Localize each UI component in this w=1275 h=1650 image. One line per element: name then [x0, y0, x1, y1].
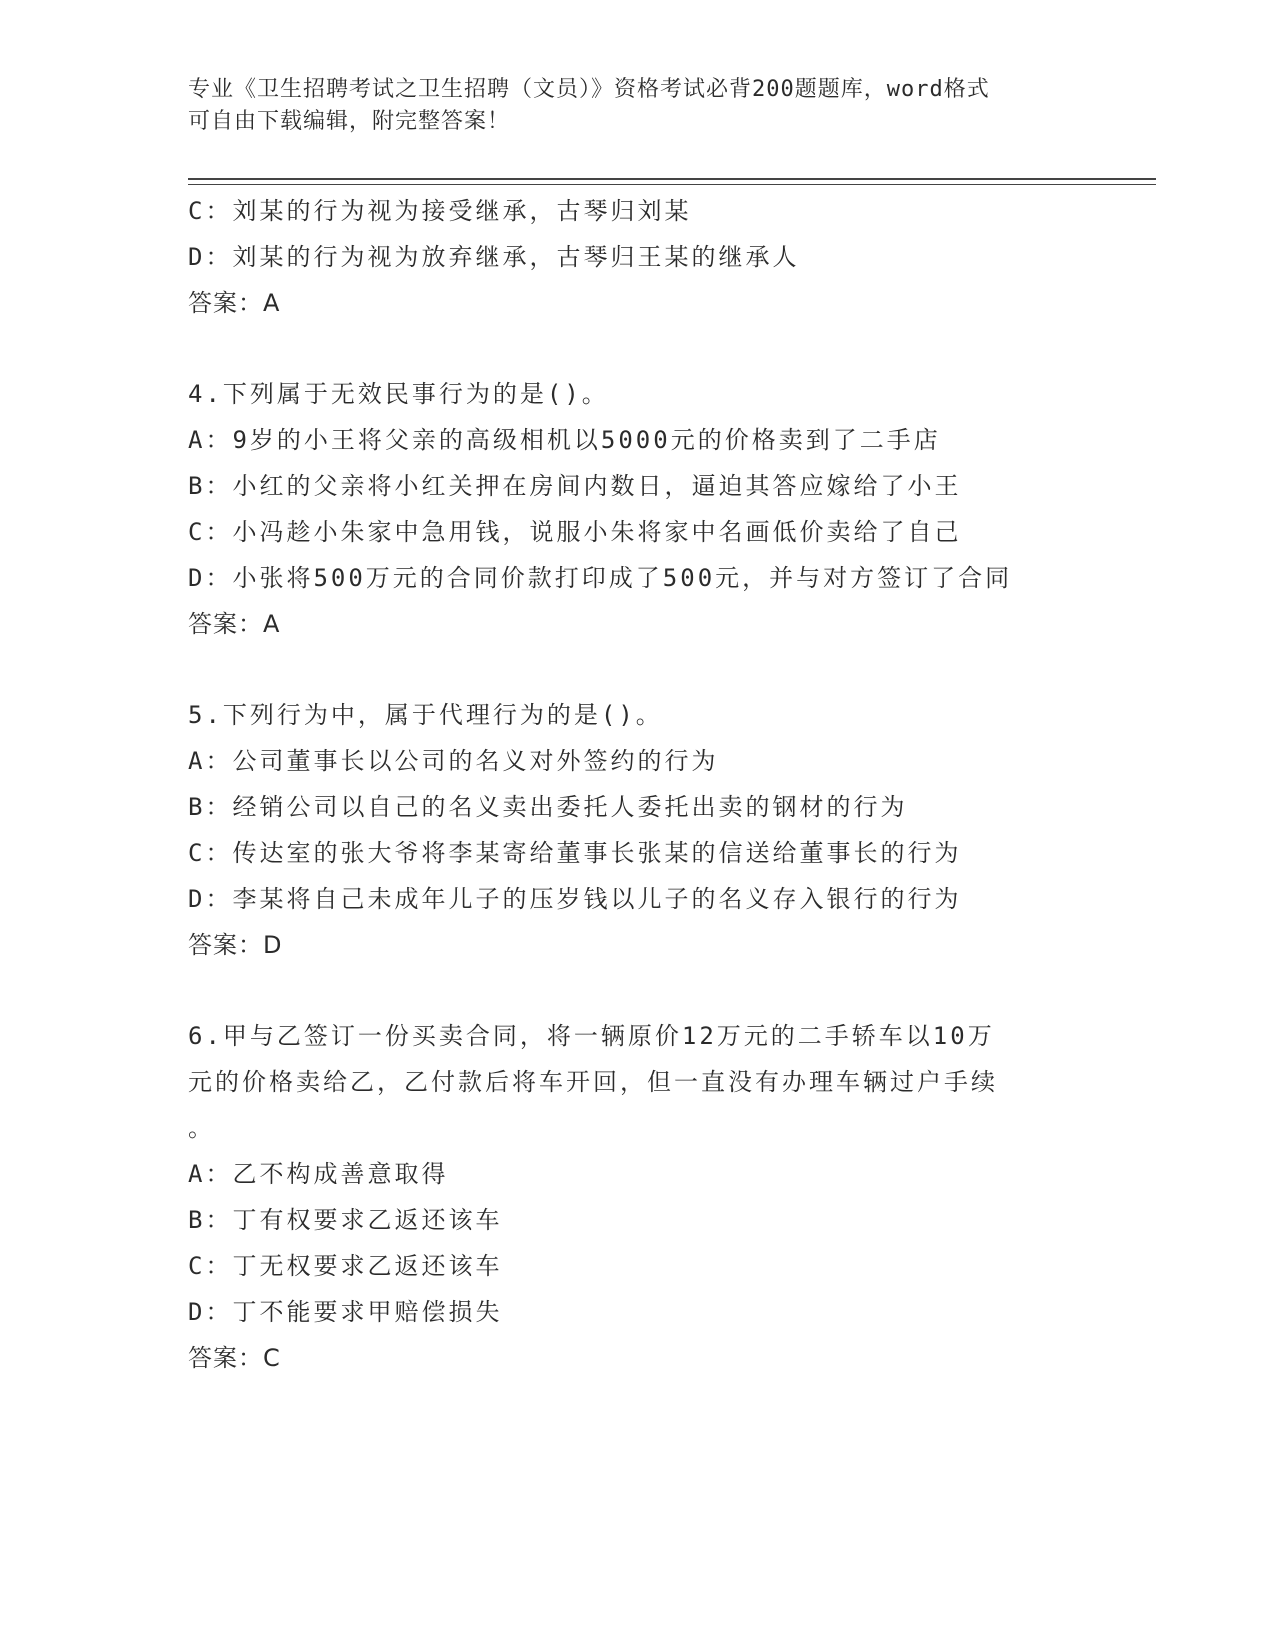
header-rule-thin [188, 184, 1156, 185]
header-line-1: 专业《卫生招聘考试之卫生招聘（文员）》资格考试必背200题题库，word格式 [188, 77, 990, 102]
option-a: A：公司董事长以公司的名义对外签约的行为 [188, 747, 719, 775]
option-c: C：传达室的张大爷将李某寄给董事长张某的信送给董事长的行为 [188, 839, 962, 867]
option-c: C：刘某的行为视为接受继承，古琴归刘某 [188, 197, 692, 225]
header-line-2: 可自由下载编辑，附完整答案！ [188, 109, 511, 134]
answer: 答案：D [188, 931, 283, 959]
header-rule-thick [188, 178, 1156, 180]
option-a: A：9岁的小王将父亲的高级相机以5000元的价格卖到了二手店 [188, 426, 941, 454]
option-b: B：小红的父亲将小红关押在房间内数日，逼迫其答应嫁给了小王 [188, 472, 962, 500]
question-stem-line-3: 。 [188, 1114, 215, 1142]
question-5 [188, 692, 1088, 968]
question-6 [188, 1013, 1088, 1381]
question-stem-line-1: 6.甲与乙签订一份买卖合同，将一辆原价12万元的二手轿车以10万 [188, 1022, 995, 1050]
option-c: C：小冯趁小朱家中急用钱，说服小朱将家中名画低价卖给了自己 [188, 518, 962, 546]
question-list [188, 188, 1088, 1381]
answer: 答案：C [188, 1344, 281, 1372]
answer: 答案：A [188, 610, 281, 638]
question-4 [188, 371, 1088, 647]
option-d: D：丁不能要求甲赔偿损失 [188, 1298, 503, 1326]
option-d: D：小张将500万元的合同价款打印成了500元，并与对方签订了合同 [188, 564, 1013, 592]
option-c: C：丁无权要求乙返还该车 [188, 1252, 503, 1280]
spacer [188, 968, 1088, 1013]
option-b: B：丁有权要求乙返还该车 [188, 1206, 503, 1234]
question-stem-line-2: 元的价格卖给乙，乙付款后将车开回，但一直没有办理车辆过户手续 [188, 1068, 998, 1096]
option-d: D：李某将自己未成年儿子的压岁钱以儿子的名义存入银行的行为 [188, 885, 962, 913]
spacer [188, 326, 1088, 371]
option-d: D：刘某的行为视为放弃继承，古琴归王某的继承人 [188, 243, 800, 271]
answer: 答案：A [188, 289, 281, 317]
question-stem: 4.下列属于无效民事行为的是()。 [188, 380, 609, 408]
question-stem: 5.下列行为中，属于代理行为的是()。 [188, 701, 663, 729]
document-header [188, 74, 1068, 138]
question-3-tail [188, 188, 1088, 326]
option-a: A：乙不构成善意取得 [188, 1160, 449, 1188]
spacer [188, 647, 1088, 692]
option-b: B：经销公司以自己的名义卖出委托人委托出卖的钢材的行为 [188, 793, 908, 821]
